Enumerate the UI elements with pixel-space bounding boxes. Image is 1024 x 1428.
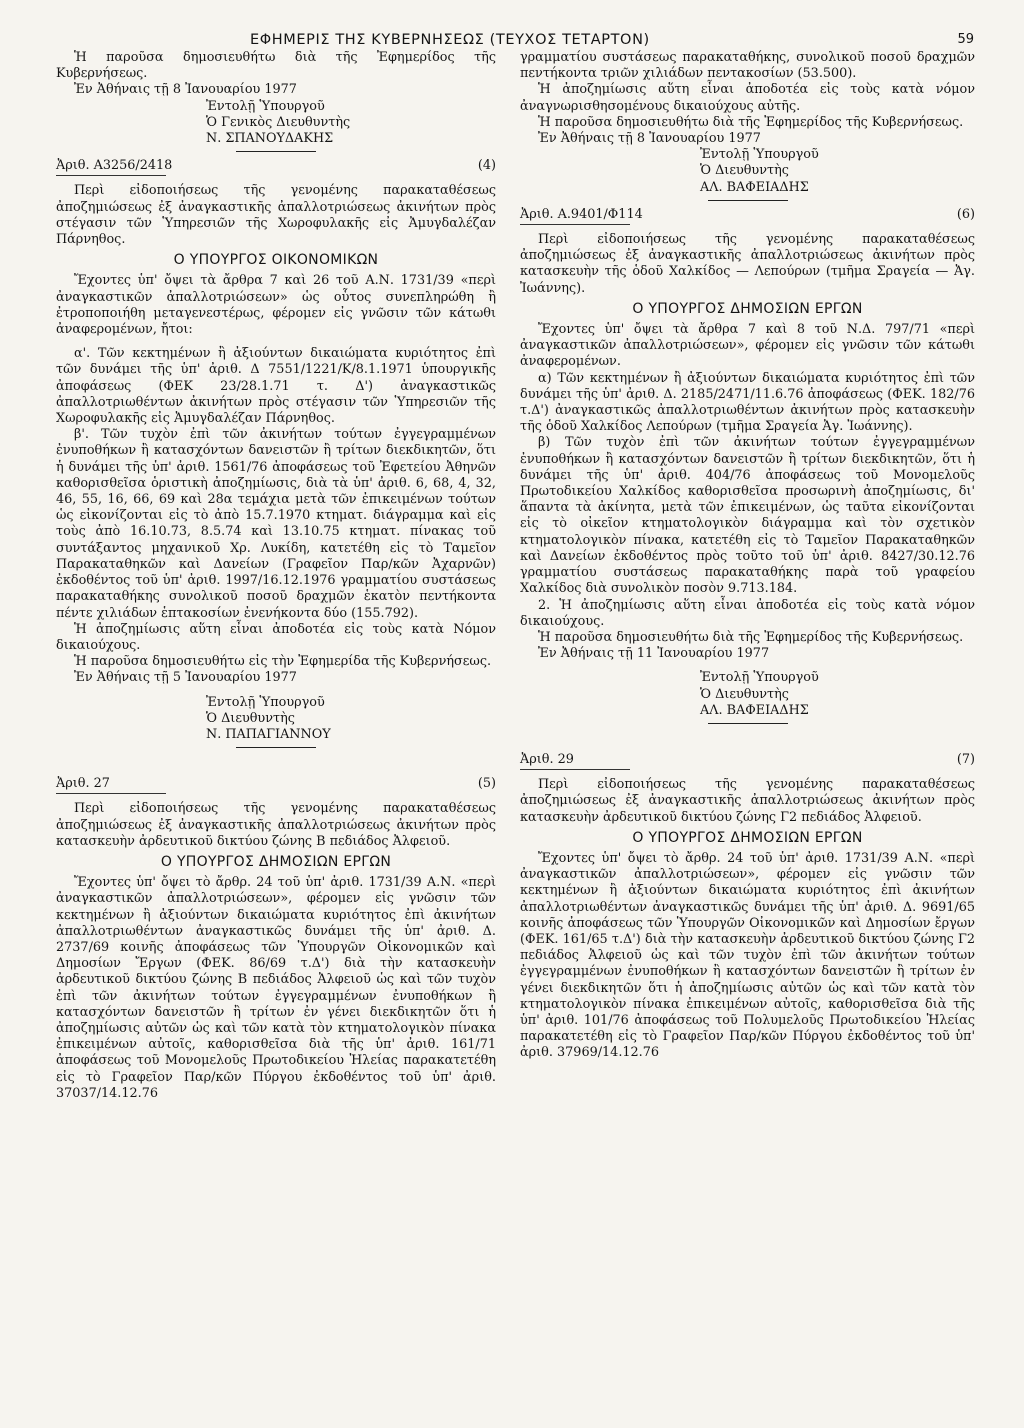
signature-title: Ὁ Διευθυντὴς: [700, 163, 789, 179]
decree-paragraph: Ἔχοντες ὑπ' ὄψει τὰ ἄρθρα 7 καὶ 8 τοῦ Ν.Δ. 797/71 «περὶ ἀναγκαστικῶν ἀπαλλοτριώσεων», φέρομεν εἰς γνῶσιν τῶν κάτωθι ἀναφερομένων.: [520, 322, 975, 370]
section-divider: [236, 747, 316, 748]
section-divider: [708, 723, 788, 724]
signature-name: Ν. ΣΠΑΝΟΥΔΑΚΗΣ: [206, 131, 334, 147]
signature-name: Ν. ΠΑΠΑΓΙΑΝΝΟΥ: [206, 726, 331, 742]
left-column: [56, 50, 496, 1425]
date-line: Ἐν Ἀθήναις τῇ 11 Ἰανουαρίου 1977: [538, 646, 770, 662]
decree-paragraph: β'. Τῶν τυχὸν ἐπὶ τῶν ἀκινήτων τούτων ἐγγεγραμμένων ἐνυποθήκων ἢ κατασχόντων δανειστῶν ἢ τρίτων διεκδικητῶν, ὅτι ἡ δυνάμει τῆς ὑπ' ἀριθ. 1561/76 ἀποφάσεως τοῦ Ἐφετείου Ἀθηνῶν καθορισθεῖσα ὁριστικὴ ἀποζημίωσις, διὰ τὰ ὑπ' ἀριθ. 6, 68, 4, 32, 46, 55, 16, 66, 69 καὶ 28α τεμάχια μετὰ τῶν ἐπικειμένων τούτων ὡς εἰκονίζονται εἰς τὸ ἀπὸ 15.7.1970 κτηματ. διάγραμμα καὶ εἰς τοὺς ἀπὸ 16.10.73, 8.5.74 καὶ 13.10.75 κτηματ. πίνακας τοῦ συντάξαντος μηχανικοῦ Χρ. Λυκίδη, κατετέθη εἰς τὸ Ταμεῖον Παρακαταθηκῶν καὶ Δανείων (Γραφεῖον Παρ/κῶν Ἀχαρνῶν) ἐκδοθέντος τοῦ ὑπ' ἀριθ. 1997/16.12.1976 γραμματίου συστάσεως παρακαταθήκης συνολικοῦ ποσοῦ δραχμῶν ἑκατὸν πεντήκοντα πέντε χιλιάδων ἑπτακοσίων ἐνενήκοντα δύο (155.792).: [56, 427, 496, 621]
date-line: Ἐν Ἀθήναις τῇ 8 Ἰανουαρίου 1977: [74, 82, 297, 98]
section-divider: [708, 200, 788, 201]
section-divider: [236, 151, 316, 152]
decree-paragraph: α) Τῶν κεκτημένων ἢ ἀξιούντων δικαιώματα κυριότητος ἐπὶ τῶν δυνάμει τῆς ὑπ' ἀριθ. Δ. 2185/2471/11.6.76 ἀποφάσεως (ΦΕΚ. 182/76 τ.Δ') ἀναγκαστικῶς ἀπαλλοτριωθέντων ἀκινήτων πρὸς κατασκευὴν τῆς ὁδοῦ Χαλκίδος Λεπούρων (τμῆμα Σραγεία Ἀγ. Ἰωάννης).: [520, 370, 975, 435]
decree-paragraph: α'. Τῶν κεκτημένων ἢ ἀξιούντων δικαιώματα κυριότητος ἐπὶ τῶν δυνάμει τῆς ὑπ' ἀριθ. Δ 7551/1221/Κ/8.1.1971 ὑπουργικῆς ἀποφάσεως (ΦΕΚ 23/28.1.71 τ. Δ') ἀναγκαστικῶς ἀπαλλοτριωθέντων ἀκινήτων πρὸς στέγασιν τῶν Ὑπηρεσιῶν τῆς Χωροφυλακῆς εἰς Ἀμυγδαλέζαν Πάρνηθος.: [56, 346, 496, 427]
decree-number: Ἀριθ. Α3256/2418: [56, 158, 173, 174]
decree-index: (7): [956, 751, 975, 767]
right-column: [520, 50, 975, 1425]
decree-paragraph: β) Τῶν τυχὸν ἐπὶ τῶν ἀκινήτων τούτων ἐγγεγραμμένων ἐνυποθήκων ἢ κατασχόντων δανειστῶν ἢ τρίτων διεκδικητῶν, ὅτι ἡ δυνάμει τῆς ὑπ' ἀριθ. 404/76 ἀποφάσεως τοῦ Μονομελοῦς Πρωτοδικείου Χαλκίδος καθορισθεῖσα προσωρινὴ ἀποζημίωσις, δι' ἅπαντα τὰ ἀκίνητα, μετὰ τῶν ἐπικειμένων, ὡς ταῦτα εἰκονίζονται εἰς τὸ οἰκεῖον κτηματολογικὸν διάγραμμα καὶ τὸν σχετικὸν κτηματολογικὸν πίνακα, κατετέθη εἰς τὸ Ταμεῖον Παρακαταθηκῶν καὶ Δανείων ἐκδοθέντος πρὸς τοῦτο τοῦ ὑπ' ἀριθ. 8427/30.12.76 γραμματίου συστάσεως παρακαταθήκης παρὰ τοῦ γραφείου Χαλκίδος διὰ συνολικὸν ποσὸν 9.713.184.: [520, 435, 975, 597]
minister-heading: Ο ΥΠΟΥΡΓΟΣ ΔΗΜΟΣΙΩΝ ΕΡΓΩΝ: [632, 829, 863, 846]
decree-paragraph: Ἡ ἀποζημίωσις αὕτη εἶναι ἀποδοτέα εἰς τοὺς κατὰ Νόμον δικαιούχους.: [56, 621, 496, 653]
spacer: [56, 687, 496, 695]
decree-number-row: [520, 752, 975, 768]
signature-title: Ὁ Γενικὸς Διευθυντὴς: [206, 114, 351, 130]
spacer: [56, 752, 496, 770]
decree-paragraph: γραμματίου συστάσεως παρακαταθήκης, συνολικοῦ ποσοῦ δραχμῶν πεντήκοντα τριῶν χιλιάδων πεντακοσίων (53.500).: [520, 50, 975, 82]
publication-order: Ἡ παροῦσα δημοσιευθήτω διὰ τῆς Ἐφημερίδος τῆς Κυβερνήσεως.: [538, 629, 964, 645]
minister-heading: Ο ΥΠΟΥΡΓΟΣ ΔΗΜΟΣΙΩΝ ΕΡΓΩΝ: [632, 300, 863, 317]
spacer: [520, 662, 975, 670]
page-header: [60, 10, 984, 50]
minister-heading: Ο ΥΠΟΥΡΓΟΣ ΟΙΚΟΝΟΜΙΚΩΝ: [173, 252, 379, 269]
publication-order: Ἡ παροῦσα δημοσιευθήτω εἰς τὴν Ἐφημερίδα τῆς Κυβερνήσεως.: [74, 654, 492, 670]
date-line: Ἐν Ἀθήναις τῇ 5 Ἰανουαρίου 1977: [74, 670, 297, 686]
decree-number-row: [56, 776, 496, 792]
spacer: [520, 728, 975, 746]
decree-number: Ἀριθ. 27: [56, 776, 110, 792]
decree-index: (4): [477, 158, 496, 174]
spacer: [56, 338, 496, 346]
decree-paragraph: Ἔχοντες ὑπ' ὄψει τὸ ἄρθρ. 24 τοῦ ὑπ' ἀριθ. 1731/39 Α.Ν. «περὶ ἀναγκαστικῶν ἀπαλλοτριώσεων», φέρομεν εἰς γνῶσιν τῶν κεκτημένων ἢ ἀξιούντων δικαιώματα κυριότητος ἐπὶ ἀκινήτων ἀπαλλοτριωθέντων ἀναγκαστικῶς δυνάμει τῆς ὑπ' ἀριθ. Δ. 9691/65 κοινῆς ἀποφάσεως τῶν Ὑπουργῶν Οἰκονομικῶν καὶ Δημοσίων ἔργων (ΦΕΚ. 161/65 τ.Δ') διὰ τὴν κατασκευὴν ἀρδευτικοῦ δικτύου ζώνης Γ2 πεδιάδος Ἀλφειοῦ ὡς καὶ τῶν τυχὸν ἐπὶ τῶν ἀκινήτων τούτων ἐγγεγραμμένων ἐνυποθήκων ἢ κατασχόντων δανειστῶν ἢ τρίτων ἐν γένει διεκδικητῶν ὅτι ἡ ἀποζημίωσις αὐτῶν ὡς καὶ τῶν κατὰ τὸν κτηματολογικὸν πίνακα ἐπικειμένων αὐτοῖς, καθορισθεῖσα διὰ τῆς ὑπ' ἀριθ. 101/76 ἀποφάσεως τοῦ Πολυμελοῦς Πρωτοδικείου Ἠλείας παρακατετέθη εἰς τὸ Γραφεῖον Παρ/κῶν Πύργου ἐκδοθέντος τοῦ ὑπ' ἀριθ. 37969/14.12.76: [520, 850, 975, 1061]
signature-name: ΑΛ. ΒΑΦΕΙΑΔΗΣ: [700, 702, 809, 718]
decree-paragraph: Ἔχοντες ὑπ' ὄψει τὸ ἄρθρ. 24 τοῦ ὑπ' ἀριθ. 1731/39 Α.Ν. «περὶ ἀναγκαστικῶν ἀπαλλοτριώσεων», φέρομεν εἰς γνῶσιν τῶν κεκτημένων ἢ ἀξιούντων δικαιώματα κυριότητος ἐπὶ ἀκινήτων ἀπαλλοτριωθέντων ἀναγκαστικῶς δυνάμει τῆς ὑπ' ἀριθ. Δ. 2737/69 κοινῆς ἀποφάσεως τῶν Ὑπουργῶν Οἰκονομικῶν καὶ Δημοσίων Ἔργων (ΦΕΚ. 86/69 τ.Δ') διὰ τὴν κατασκευὴν ἀρδευτικοῦ δικτύου ζώνης Β πεδιάδος Ἀλφειοῦ ὡς καὶ τῶν τυχὸν ἐπὶ τῶν ἀκινήτων τούτων ἐγγεγραμμένων ἐνυποθήκων ἢ κατασχόντων δανειστῶν ἢ τρίτων ἐν γένει διεκδικητῶν ὅτι ἡ ἀποζημίωσις αὐτῶν ὡς καὶ τῶν κατὰ τὸν κτηματολογικὸν πίνακα ἐπικειμένων αὐτοῖς, καθορισθεῖσα διὰ τῆς ὑπ' ἀριθ. 161/71 ἀποφάσεως τοῦ Μονομελοῦς Πρωτοδικείου Ἠλείας παρακατετέθη εἰς τὸ Γραφεῖον Παρ/κῶν Πύργου ἐκδοθέντος τοῦ ὑπ' ἀριθ. 37037/14.12.76: [56, 875, 496, 1101]
signature-name: ΑΛ. ΒΑΦΕΙΑΔΗΣ: [700, 179, 809, 195]
decree-paragraph: Ἡ ἀποζημίωσις αὕτη εἶναι ἀποδοτέα εἰς τοὺς κατὰ νόμον ἀναγνωρισθησομένους δικαιούχους αὐτῆς.: [520, 82, 975, 114]
decree-number: Ἀριθ. 29: [520, 751, 574, 767]
signature-role: Ἐντολῇ Ὑπουργοῦ: [206, 694, 325, 710]
signature-title: Ὁ Διευθυντὴς: [206, 710, 295, 726]
decree-rule: [56, 793, 166, 794]
decree-number-row: [56, 158, 496, 174]
decree-title: Περὶ εἰδοποιήσεως τῆς γενομένης παρακαταθέσεως ἀποζημιώσεως ἐξ ἀναγκαστικῆς ἀπαλλοτριώσεως ἀκινήτων πρὸς στέγασιν τῶν Ὑπηρεσιῶν τῆς Χωροφυλακῆς εἰς Ἀμυγδαλέζαν Πάρνηθος.: [56, 183, 496, 248]
decree-index: (6): [956, 206, 975, 222]
decree-index: (5): [477, 776, 496, 792]
signature-role: Ἐντολῇ Ὑπουργοῦ: [206, 98, 325, 114]
publication-order: Ἡ παροῦσα δημοσιευθήτω διὰ τῆς Ἐφημερίδος τῆς Κυβερνήσεως.: [56, 50, 496, 82]
decree-number-row: [520, 207, 975, 223]
decree-title: Περὶ εἰδοποιήσεως τῆς γενομένης παρακαταθέσεως ἀποζημιώσεως ἐξ ἀναγκαστικῆς ἀπαλλοτριώσεως ἀκινήτων πρὸς κατασκευὴν τῆς ὁδοῦ Χαλκίδος — Λεπούρων (τμῆμα Σραγεία — Ἀγ. Ἰωάννης).: [520, 232, 975, 296]
publication-order: Ἡ παροῦσα δημοσιευθήτω διὰ τῆς Ἐφημερίδος τῆς Κυβερνήσεως.: [538, 114, 964, 130]
decree-title: Περὶ εἰδοποιήσεως τῆς γενομένης παρακαταθέσεως ἀποζημιώσεως ἐξ ἀναγκαστικῆς ἀπαλλοτριώσεως ἀκινήτων πρὸς κατασκευὴν ἀρδευτικοῦ δικτύου ζώνης Γ2 πεδιάδος Ἀλφειοῦ.: [520, 777, 975, 825]
date-line: Ἐν Ἀθήναις τῇ 8 Ἰανουαρίου 1977: [538, 131, 761, 147]
signature-role: Ἐντολῇ Ὑπουργοῦ: [700, 147, 819, 163]
decree-rule: [520, 224, 630, 225]
minister-heading: Ο ΥΠΟΥΡΓΟΣ ΔΗΜΟΣΙΩΝ ΕΡΓΩΝ: [160, 853, 392, 870]
decree-rule: [520, 769, 630, 770]
gazette-title: ΕΦΗΜΕΡΙΣ ΤΗΣ ΚΥΒΕΡΝΗΣΕΩΣ (ΤΕΥΧΟΣ ΤΕΤΑΡΤΟΝ): [250, 32, 650, 48]
decree-rule: [56, 175, 166, 176]
page-number: 59: [957, 32, 974, 47]
decree-paragraph: Ἔχοντες ὑπ' ὄψει τὰ ἄρθρα 7 καὶ 26 τοῦ Α.Ν. 1731/39 «περὶ ἀναγκαστικῶν ἀπαλλοτριώσεων» ὡς οὗτος συνεπληρώθη ἢ ἐτροποποιήθη μεταγενεστέρως, φέρομεν εἰς γνῶσιν τῶν κάτωθι ἀναφερομένων, ἤτοι:: [56, 273, 496, 338]
decree-number: Ἀριθ. Α.9401/Φ114: [520, 206, 643, 222]
signature-role: Ἐντολῇ Ὑπουργοῦ: [700, 670, 819, 686]
decree-title: Περὶ εἰδοποιήσεως τῆς γενομένης παρακαταθέσεως ἀποζημιώσεως ἐξ ἀναγκαστικῆς ἀπαλλοτριώσεως ἀκινήτων πρὸς κατασκευὴν ἀρδευτικοῦ δικτύου ζώνης Β πεδιάδος Ἀλφειοῦ.: [56, 801, 496, 849]
decree-paragraph: 2. Ἡ ἀποζημίωσις αὕτη εἶναι ἀποδοτέα εἰς τοὺς κατὰ νόμον δικαιούχους.: [520, 597, 975, 629]
signature-title: Ὁ Διευθυντὴς: [700, 686, 789, 702]
